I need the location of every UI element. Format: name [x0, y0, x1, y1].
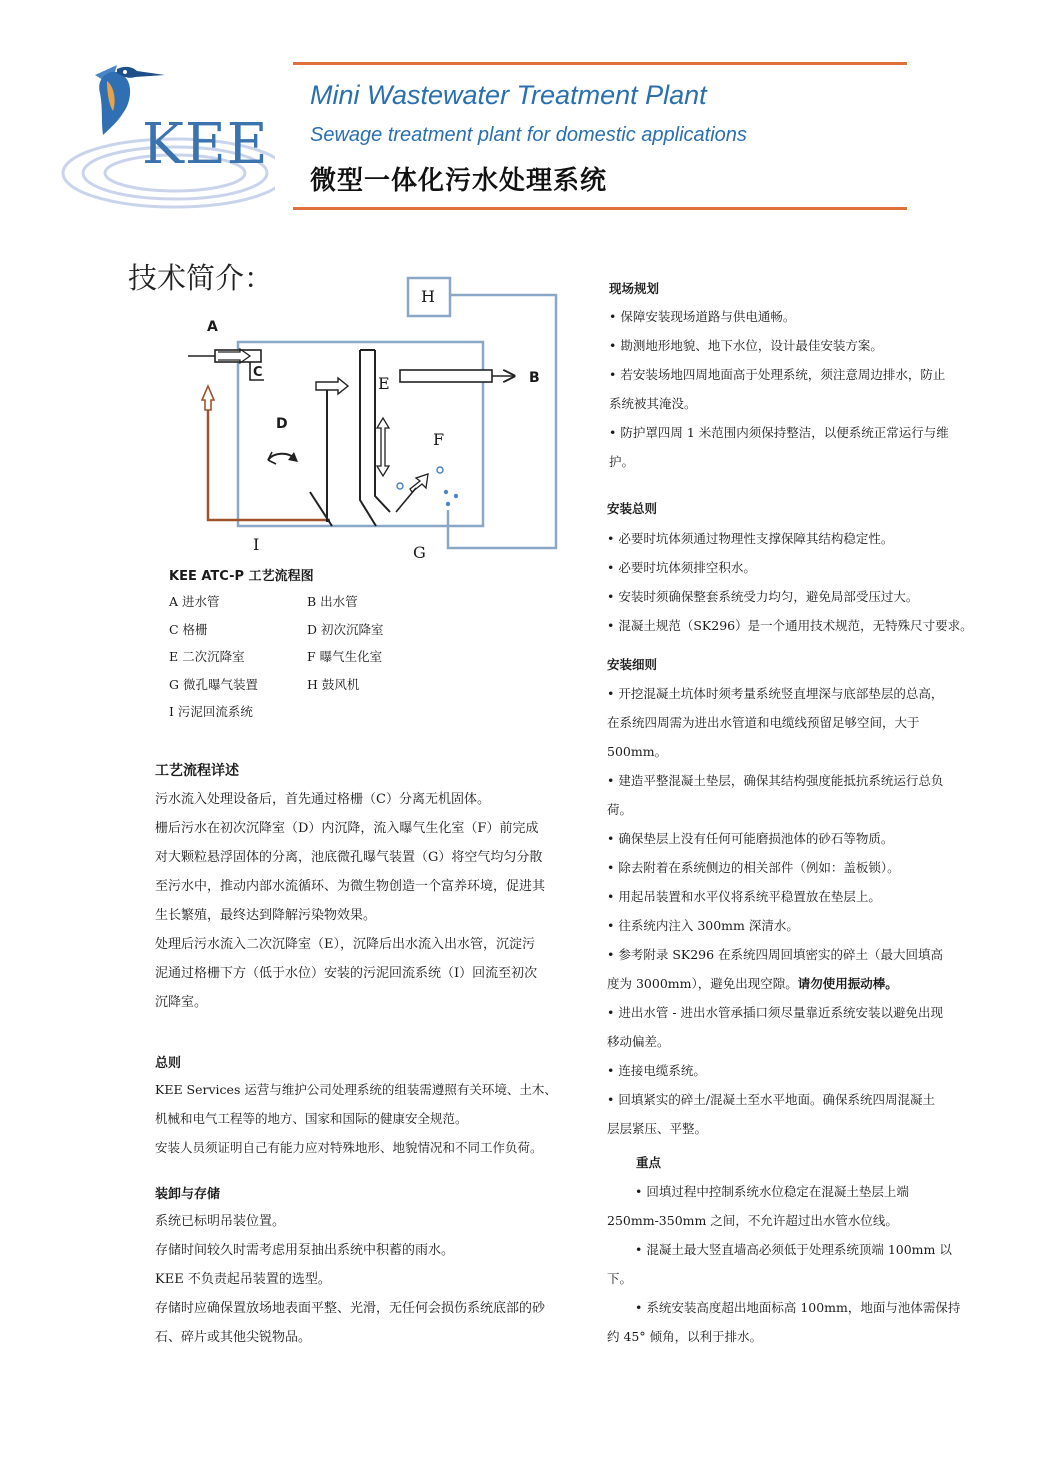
- legend-item: C 格栅: [169, 622, 208, 637]
- diagram-label-c: C: [253, 365, 263, 380]
- install-general-line: • 混凝土规范（SK296）是一个通用技术规范，无特殊尺寸要求。: [607, 618, 973, 633]
- key-point-line: • 回填过程中控制系统水位稳定在混凝土垫层上端: [635, 1184, 909, 1199]
- intro-heading: 技术简介：: [128, 261, 274, 295]
- process-line: 沉降室。: [155, 995, 208, 1010]
- site-line: • 勘测地形地貌、地下水位，设计最佳安装方案。: [609, 338, 883, 353]
- handling-line: 存储时应确保置放场地表面平整、光滑，无任何会损伤系统底部的砂: [155, 1301, 546, 1316]
- logo-text: KEE: [142, 112, 269, 177]
- key-points-text: [607, 1177, 960, 1351]
- process-line: 污水流入处理设备后，首先通过格栅（C）分离无机固体。: [155, 792, 490, 807]
- install-detail-line: • 用起吊装置和水平仪将系统平稳置放在垫层上。: [607, 889, 881, 904]
- site-line: • 防护罩四周 1 米范围内须保持整洁，以便系统正常运行与维: [609, 425, 949, 440]
- install-detail-line: • 确保垫层上没有任何可能磨损池体的砂石等物质。: [607, 831, 894, 846]
- install-detail-line: • 往系统内注入 300mm 深清水。: [607, 918, 799, 933]
- process-text: [155, 785, 545, 1017]
- handling-heading: 装卸与存储: [155, 1187, 221, 1202]
- diagram-label-e: E: [378, 374, 390, 393]
- legend-item: B 出水管: [307, 594, 358, 609]
- install-detail-line: • 除去附着在系统侧边的相关部件（例如：盖板锁）。: [607, 860, 900, 875]
- site-line: • 若安装场地四周地面高于处理系统，须注意周边排水，防止: [609, 367, 946, 382]
- legend-item: E 二次沉降室: [169, 649, 245, 664]
- install-detail-line: 500mm。: [607, 744, 668, 759]
- key-points-heading: 重点: [636, 1155, 662, 1170]
- legend-item: F 曝气生化室: [307, 649, 383, 664]
- key-point-line: • 系统安装高度超出地面标高 100mm，地面与池体需保持: [635, 1300, 961, 1315]
- process-line: 对大颗粒悬浮固体的分离，池底微孔曝气装置（G）将空气均匀分散: [155, 850, 543, 865]
- install-detail-line: • 参考附录 SK296 在系统四周回填密实的碎土（最大回填高: [607, 947, 944, 962]
- process-diagram: [180, 270, 570, 570]
- key-point-line: • 混凝土最大竖直墙高必须低于处理系统顶端 100mm 以: [635, 1242, 952, 1257]
- install-general-heading: 安装总则: [607, 501, 658, 516]
- install-detail-line: 荷。: [607, 802, 633, 817]
- install-detail-line: 移动偏差。: [607, 1034, 670, 1049]
- site-line: • 保障安装现场道路与供电通畅。: [609, 309, 796, 324]
- diagram-label-f: F: [433, 430, 445, 449]
- install-detail-line-text: 度为 3000mm），避免出现空隙。: [607, 976, 798, 991]
- install-detail-line: [607, 969, 943, 998]
- key-point-line: 约 45° 倾角，以利于排水。: [607, 1329, 763, 1344]
- handling-text: [155, 1207, 545, 1352]
- install-general-text: [607, 524, 973, 640]
- header-rule-top: [293, 62, 907, 65]
- general-line: 机械和电气工程等的地方、国家和国际的健康安全规范。: [155, 1111, 468, 1126]
- install-detail-line: • 进出水管 - 进出水管承插口须尽量靠近系统安装以避免出现: [607, 1005, 944, 1020]
- legend-item: H 鼓风机: [307, 677, 360, 692]
- site-line: 系统被其淹没。: [609, 396, 697, 411]
- handling-line: KEE 不负责起吊装置的选型。: [155, 1272, 331, 1287]
- legend-item: A 进水管: [169, 594, 220, 609]
- site-text: [609, 302, 949, 476]
- page-title: Mini Wastewater Treatment Plant: [310, 80, 707, 110]
- install-detail-line: • 回填紧实的碎土/混凝土至水平地面。确保系统四周混凝土: [607, 1092, 936, 1107]
- process-line: 至污水中，推动内部水流循环、为微生物创造一个富养环境，促进其: [155, 879, 546, 894]
- legend-item: D 初次沉降室: [307, 622, 384, 637]
- diagram-caption: KEE ATC-P 工艺流程图: [169, 569, 314, 584]
- general-text: [155, 1075, 557, 1162]
- diagram-label-a: A: [207, 319, 218, 335]
- legend-item: G 微孔曝气装置: [169, 677, 258, 692]
- install-detail-line: • 建造平整混凝土垫层，确保其结构强度能抵抗系统运行总负: [607, 773, 944, 788]
- diagram-label-b: B: [529, 370, 540, 386]
- install-detail-line: • 连接电缆系统。: [607, 1063, 706, 1078]
- handling-line: 系统已标明吊装位置。: [155, 1214, 286, 1229]
- install-detail-line: 层层紧压、平整。: [607, 1121, 708, 1136]
- site-line: 护。: [609, 454, 635, 469]
- general-line: 安装人员须证明自己有能力应对特殊地形、地貌情况和不同工作负荷。: [155, 1140, 543, 1155]
- key-point-line: 下。: [607, 1271, 633, 1286]
- page-subtitle: Sewage treatment plant for domestic applications: [310, 124, 747, 146]
- site-heading: 现场规划: [609, 281, 660, 296]
- handling-line: 存储时间较久时需考虑用泵抽出系统中积蓄的雨水。: [155, 1243, 455, 1258]
- process-heading: 工艺流程详述: [155, 763, 239, 779]
- process-line: 栅后污水在初次沉降室（D）内沉降，流入曝气生化室（F）前完成: [155, 821, 539, 836]
- process-line: 处理后污水流入二次沉降室（E），沉降后出水流入出水管，沉淀污: [155, 937, 535, 952]
- install-detail-heading: 安装细则: [607, 657, 658, 672]
- install-general-line: • 必要时坑体须通过物理性支撑保障其结构稳定性。: [607, 531, 894, 546]
- general-line: KEE Services 运营与维护公司处理系统的组装需遵照有关环境、土木、: [155, 1082, 557, 1097]
- handling-line: 石、碎片或其他尖锐物品。: [155, 1330, 312, 1345]
- diagram-label-i: I: [253, 535, 260, 554]
- key-point-line: 250mm-350mm 之间，不允许超过出水管水位线。: [607, 1213, 898, 1228]
- install-detail-line: 在系统四周需为进出水管道和电缆线预留足够空间，大于: [607, 715, 920, 730]
- install-general-line: • 必要时坑体须排空积水。: [607, 560, 756, 575]
- diagram-label-g: G: [413, 543, 426, 562]
- process-line: 泥通过格栅下方（低于水位）安装的污泥回流系统（I）回流至初次: [155, 966, 538, 981]
- legend-item: I 污泥回流系统: [169, 704, 253, 719]
- diagram-label-h: H: [421, 287, 435, 306]
- vibrator-warning: 请勿使用振动棒。: [797, 976, 898, 991]
- install-detail-line: • 开挖混凝土坑体时须考量系统竖直埋深与底部垫层的总高，: [607, 686, 944, 701]
- page-title-cn: 微型一体化污水处理系统: [310, 166, 608, 196]
- install-detail-text: [607, 679, 943, 1143]
- general-heading: 总则: [155, 1056, 182, 1071]
- diagram-label-d: D: [276, 416, 288, 432]
- install-general-line: • 安装时须确保整套系统受力均匀，避免局部受压过大。: [607, 589, 919, 604]
- header-rule-bottom: [293, 207, 907, 210]
- process-line: 生长繁殖，最终达到降解污染物效果。: [155, 908, 377, 923]
